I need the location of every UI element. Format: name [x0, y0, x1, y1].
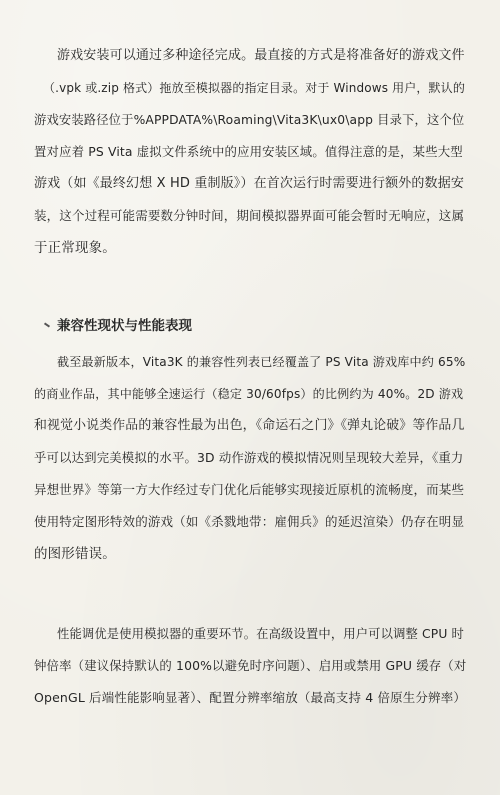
paragraph-performance-tuning: [34, 618, 466, 714]
text-line: 异想世界》等第一方大作经过专门优化后能够实现接近原机的流畅度，而某些: [34, 482, 465, 497]
scan-mark: [44, 322, 50, 327]
text-line: 游戏（如《最终幻想 X HD 重制版》）在首次运行时需要进行额外的数据安: [34, 176, 464, 191]
text-line: OpenGL 后端性能影响显著）、配置分辨率缩放（最高支持 4 倍原生分辨率）: [34, 690, 467, 705]
text-line: （.vpk 或.zip 格式）拖放至模拟器的指定目录。对于 Windows 用户，默认的: [43, 81, 465, 95]
paragraph-compatibility: [34, 346, 466, 570]
text-line: 游戏安装路径位于%APPDATA%\Roaming\Vita3K\ux0\app 目录下，这个位: [34, 113, 465, 127]
text-line: 游戏安装可以通过多种途径完成。最直接的方式是将准备好的游戏文件: [57, 48, 465, 63]
text-line: 的图形错误。: [34, 546, 116, 562]
text-line: 乎可以达到完美模拟的水平。3D 动作游戏的模拟情况则呈现较大差异，《重力: [34, 450, 464, 465]
text-line: 钟倍率（建议保持默认的 100%以避免时序问题）、启用或禁用 GPU 缓存（对: [34, 658, 467, 673]
paragraph-game-installation: [34, 40, 466, 264]
text-line: 的商业作品，其中能够全速运行（稳定 30/60fps）的比例约为 40%。2D 游戏: [34, 387, 464, 401]
text-line: 置对应着 PS Vita 虚拟文件系统中的应用安装区域。值得注意的是，某些大型: [34, 144, 463, 159]
section-heading: 兼容性现状与性能表现: [57, 318, 192, 334]
text-line: 和视觉小说类作品的兼容性最为出色，《命运石之门》《弹丸论破》等作品几: [34, 418, 465, 433]
text-line: 装，这个过程可能需要数分钟时间，期间模拟器界面可能会暂时无响应，这属: [34, 208, 465, 223]
text-line: 性能调优是使用模拟器的重要环节。在高级设置中，用户可以调整 CPU 时: [57, 627, 464, 641]
text-line: 截至最新版本，Vita3K 的兼容性列表已经覆盖了 PS Vita 游戏库中约 65%: [57, 355, 466, 369]
text-line: 使用特定图形特效的游戏（如《杀戮地带：雇佣兵》的延迟渲染）仍存在明显: [34, 514, 465, 529]
text-line: 于正常现象。: [34, 240, 116, 256]
